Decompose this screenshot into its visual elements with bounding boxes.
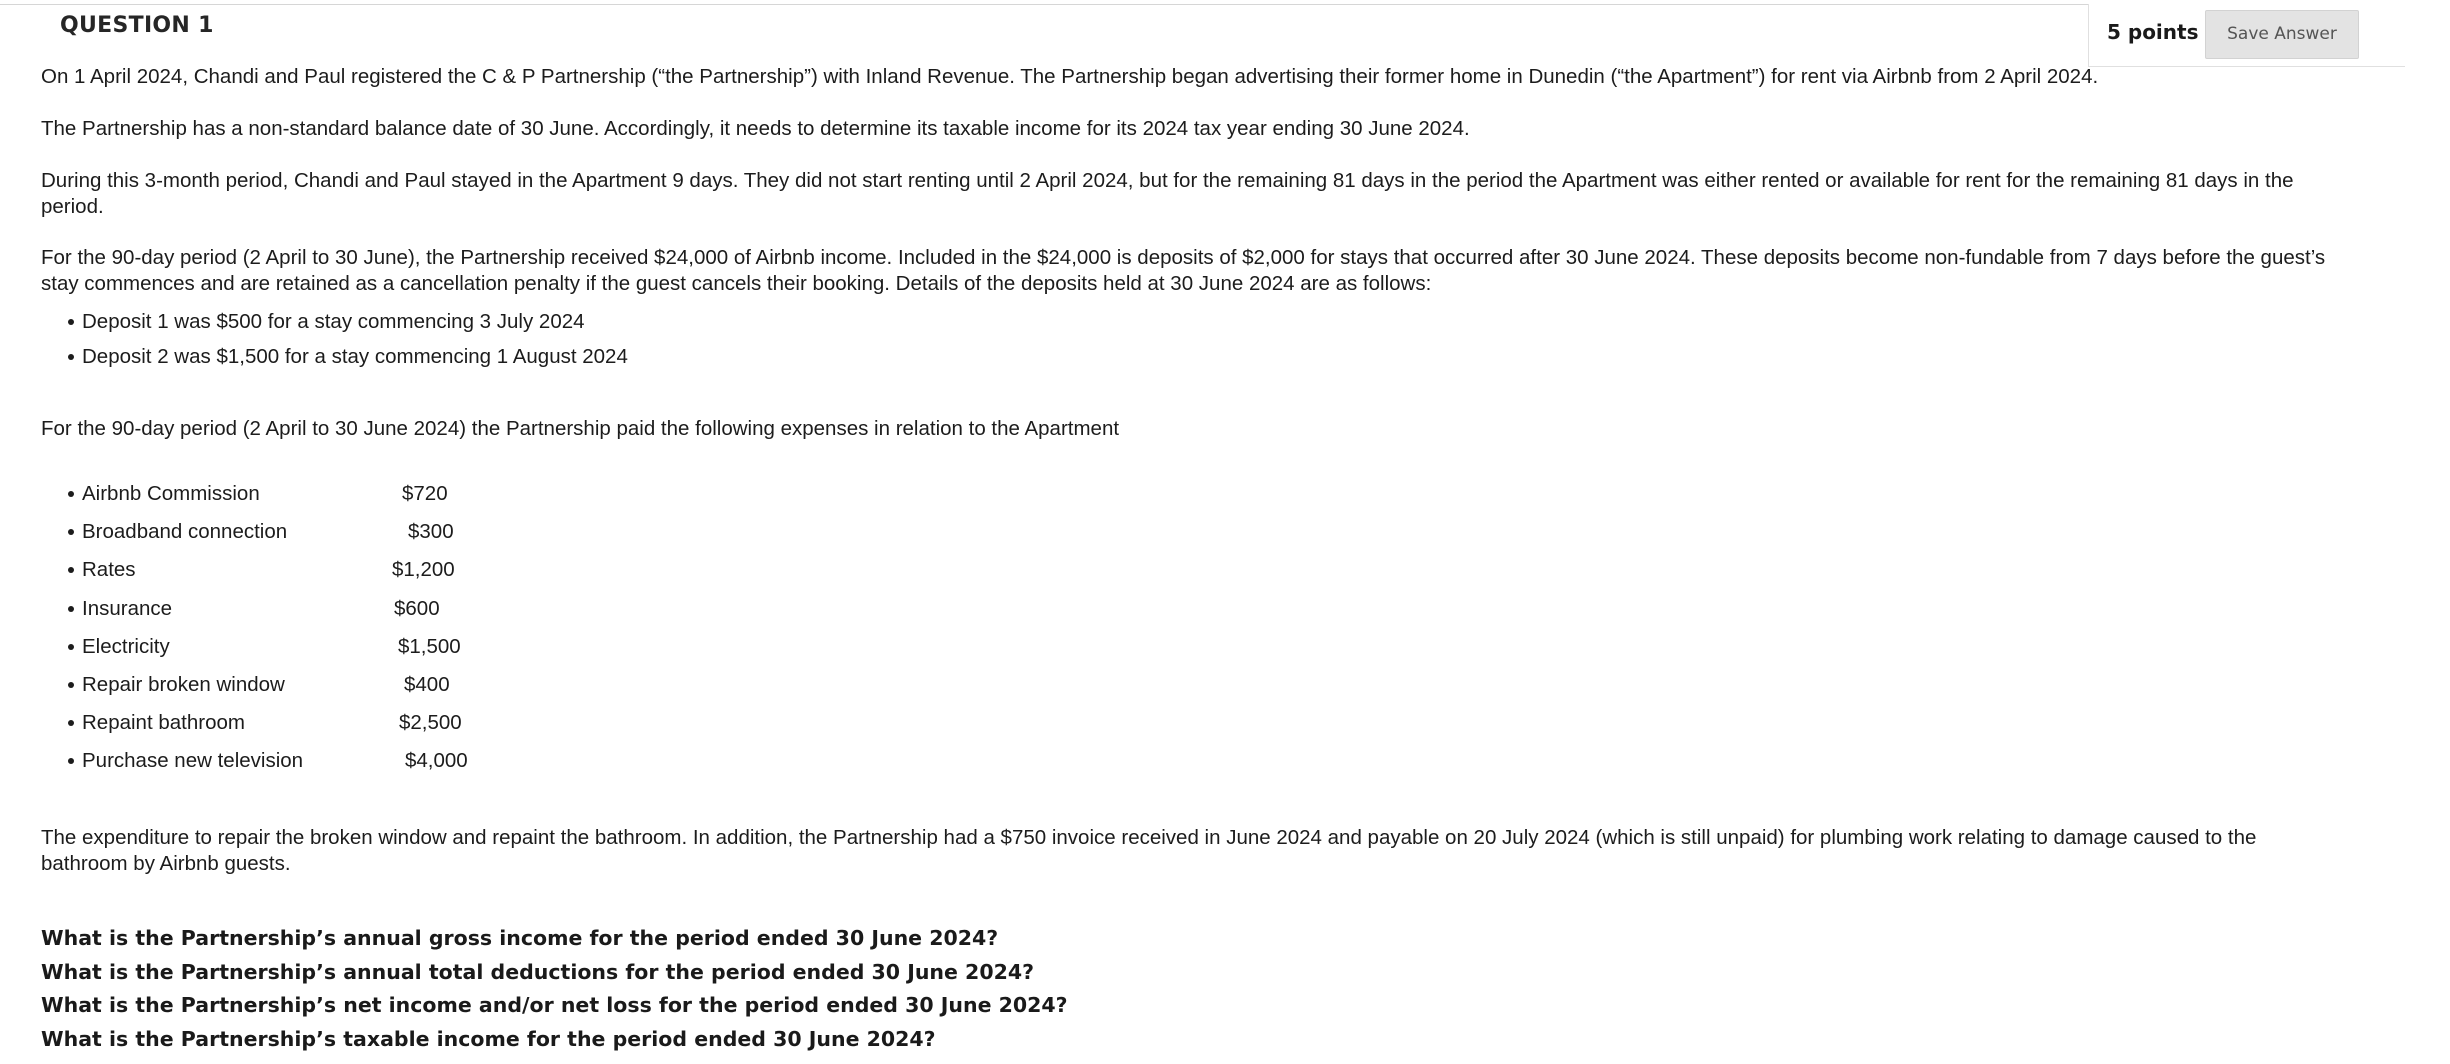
list-item (82, 592, 502, 630)
expense-label: Repair broken window (82, 672, 285, 696)
question-net-income: What is the Partnership’s net income and/or net loss for the period ended 30 June 2024? (41, 993, 1068, 1017)
expense-amount: $1,500 (398, 634, 461, 658)
expense-amount: $4,000 (405, 749, 468, 773)
paragraph-income: For the 90-day period (2 April to 30 June), the Partnership received $24,000 of Airbnb income. Included in the $24,000 is deposits of $2,000 for stays that occurred after 30 June 2024. These deposits become non-fundable from 7 days before the guest’s stay commences and are retained as a cancellation penalty if the guest cancels their booking. Details of the deposits held at 30 June 2024 are as follows: (41, 246, 2326, 295)
question-gross-income: What is the Partnership’s annual gross income for the period ended 30 June 2024? (41, 926, 999, 950)
list-item (82, 553, 502, 591)
expense-label: Repaint bathroom (82, 711, 245, 735)
expense-amount: $2,500 (399, 711, 462, 735)
question-taxable-income: What is the Partnership’s taxable income for the period ended 30 June 2024? (41, 1026, 936, 1051)
expense-label: Electricity (82, 634, 170, 658)
question-total-deductions: What is the Partnership’s annual total deductions for the period ended 30 June 2024? (41, 959, 1035, 984)
list-item (82, 706, 502, 744)
list-item (82, 668, 502, 706)
deposit-text: Deposit 1 was $500 for a stay commencing 3 July 2024 (82, 310, 585, 333)
expense-label: Purchase new television (82, 749, 304, 773)
expense-amount: $600 (394, 596, 440, 620)
top-divider (0, 4, 2404, 5)
expense-label: Insurance (82, 596, 173, 620)
list-item (82, 630, 502, 668)
list-item (82, 304, 628, 339)
expense-label: Airbnb Commission (82, 482, 260, 505)
deposit-list (82, 304, 628, 374)
points-label: 5 points (2107, 20, 2199, 44)
paragraph-balance-date: The Partnership has a non-standard balance date of 30 June. Accordingly, it needs to determine its taxable income for its 2024 tax year ending 30 June 2024. (41, 117, 1470, 140)
paragraph-registration: On 1 April 2024, Chandi and Paul registered the C & P Partnership (“the Partnership”) with Inland Revenue. The Partnership began advertising their former home in Dunedin (“the Apartment”) for rent via Airbnb from 2 April 2024. (41, 65, 2099, 88)
question-list (41, 922, 1068, 1056)
expense-list (82, 477, 502, 783)
question-title: QUESTION 1 (60, 13, 214, 38)
paragraph-occupancy: During this 3-month period, Chandi and Paul stayed in the Apartment 9 days. They did not start renting until 2 April 2024, but for the remaining 81 days in the period the Apartment was either rented or available for rent for the remaining 81 days in the period. (41, 169, 2294, 218)
expense-label: Rates (82, 558, 136, 582)
list-item (82, 744, 502, 782)
expense-label: Broadband connection (82, 520, 288, 544)
expense-amount: $300 (408, 520, 454, 544)
list-item (82, 477, 502, 515)
expense-amount: $1,200 (392, 558, 455, 582)
paragraph-expenses-intro: For the 90-day period (2 April to 30 June 2024) the Partnership paid the following expenses in relation to the Apartment (41, 417, 1120, 440)
expense-amount: $720 (402, 482, 448, 505)
paragraph-plumbing: The expenditure to repair the broken window and repaint the bathroom. In addition, the Partnership had a $750 invoice received in June 2024 and payable on 20 July 2024 (which is still unpaid) for plumbing work relating to damage caused to the bathroom by Airbnb guests. (41, 826, 2257, 875)
list-item (82, 515, 502, 553)
expense-amount: $400 (404, 672, 450, 696)
list-item (82, 339, 628, 374)
save-answer-button[interactable]: Save Answer (2205, 10, 2359, 59)
points-panel (2088, 4, 2405, 67)
deposit-text: Deposit 2 was $1,500 for a stay commencing 1 August 2024 (82, 345, 628, 368)
